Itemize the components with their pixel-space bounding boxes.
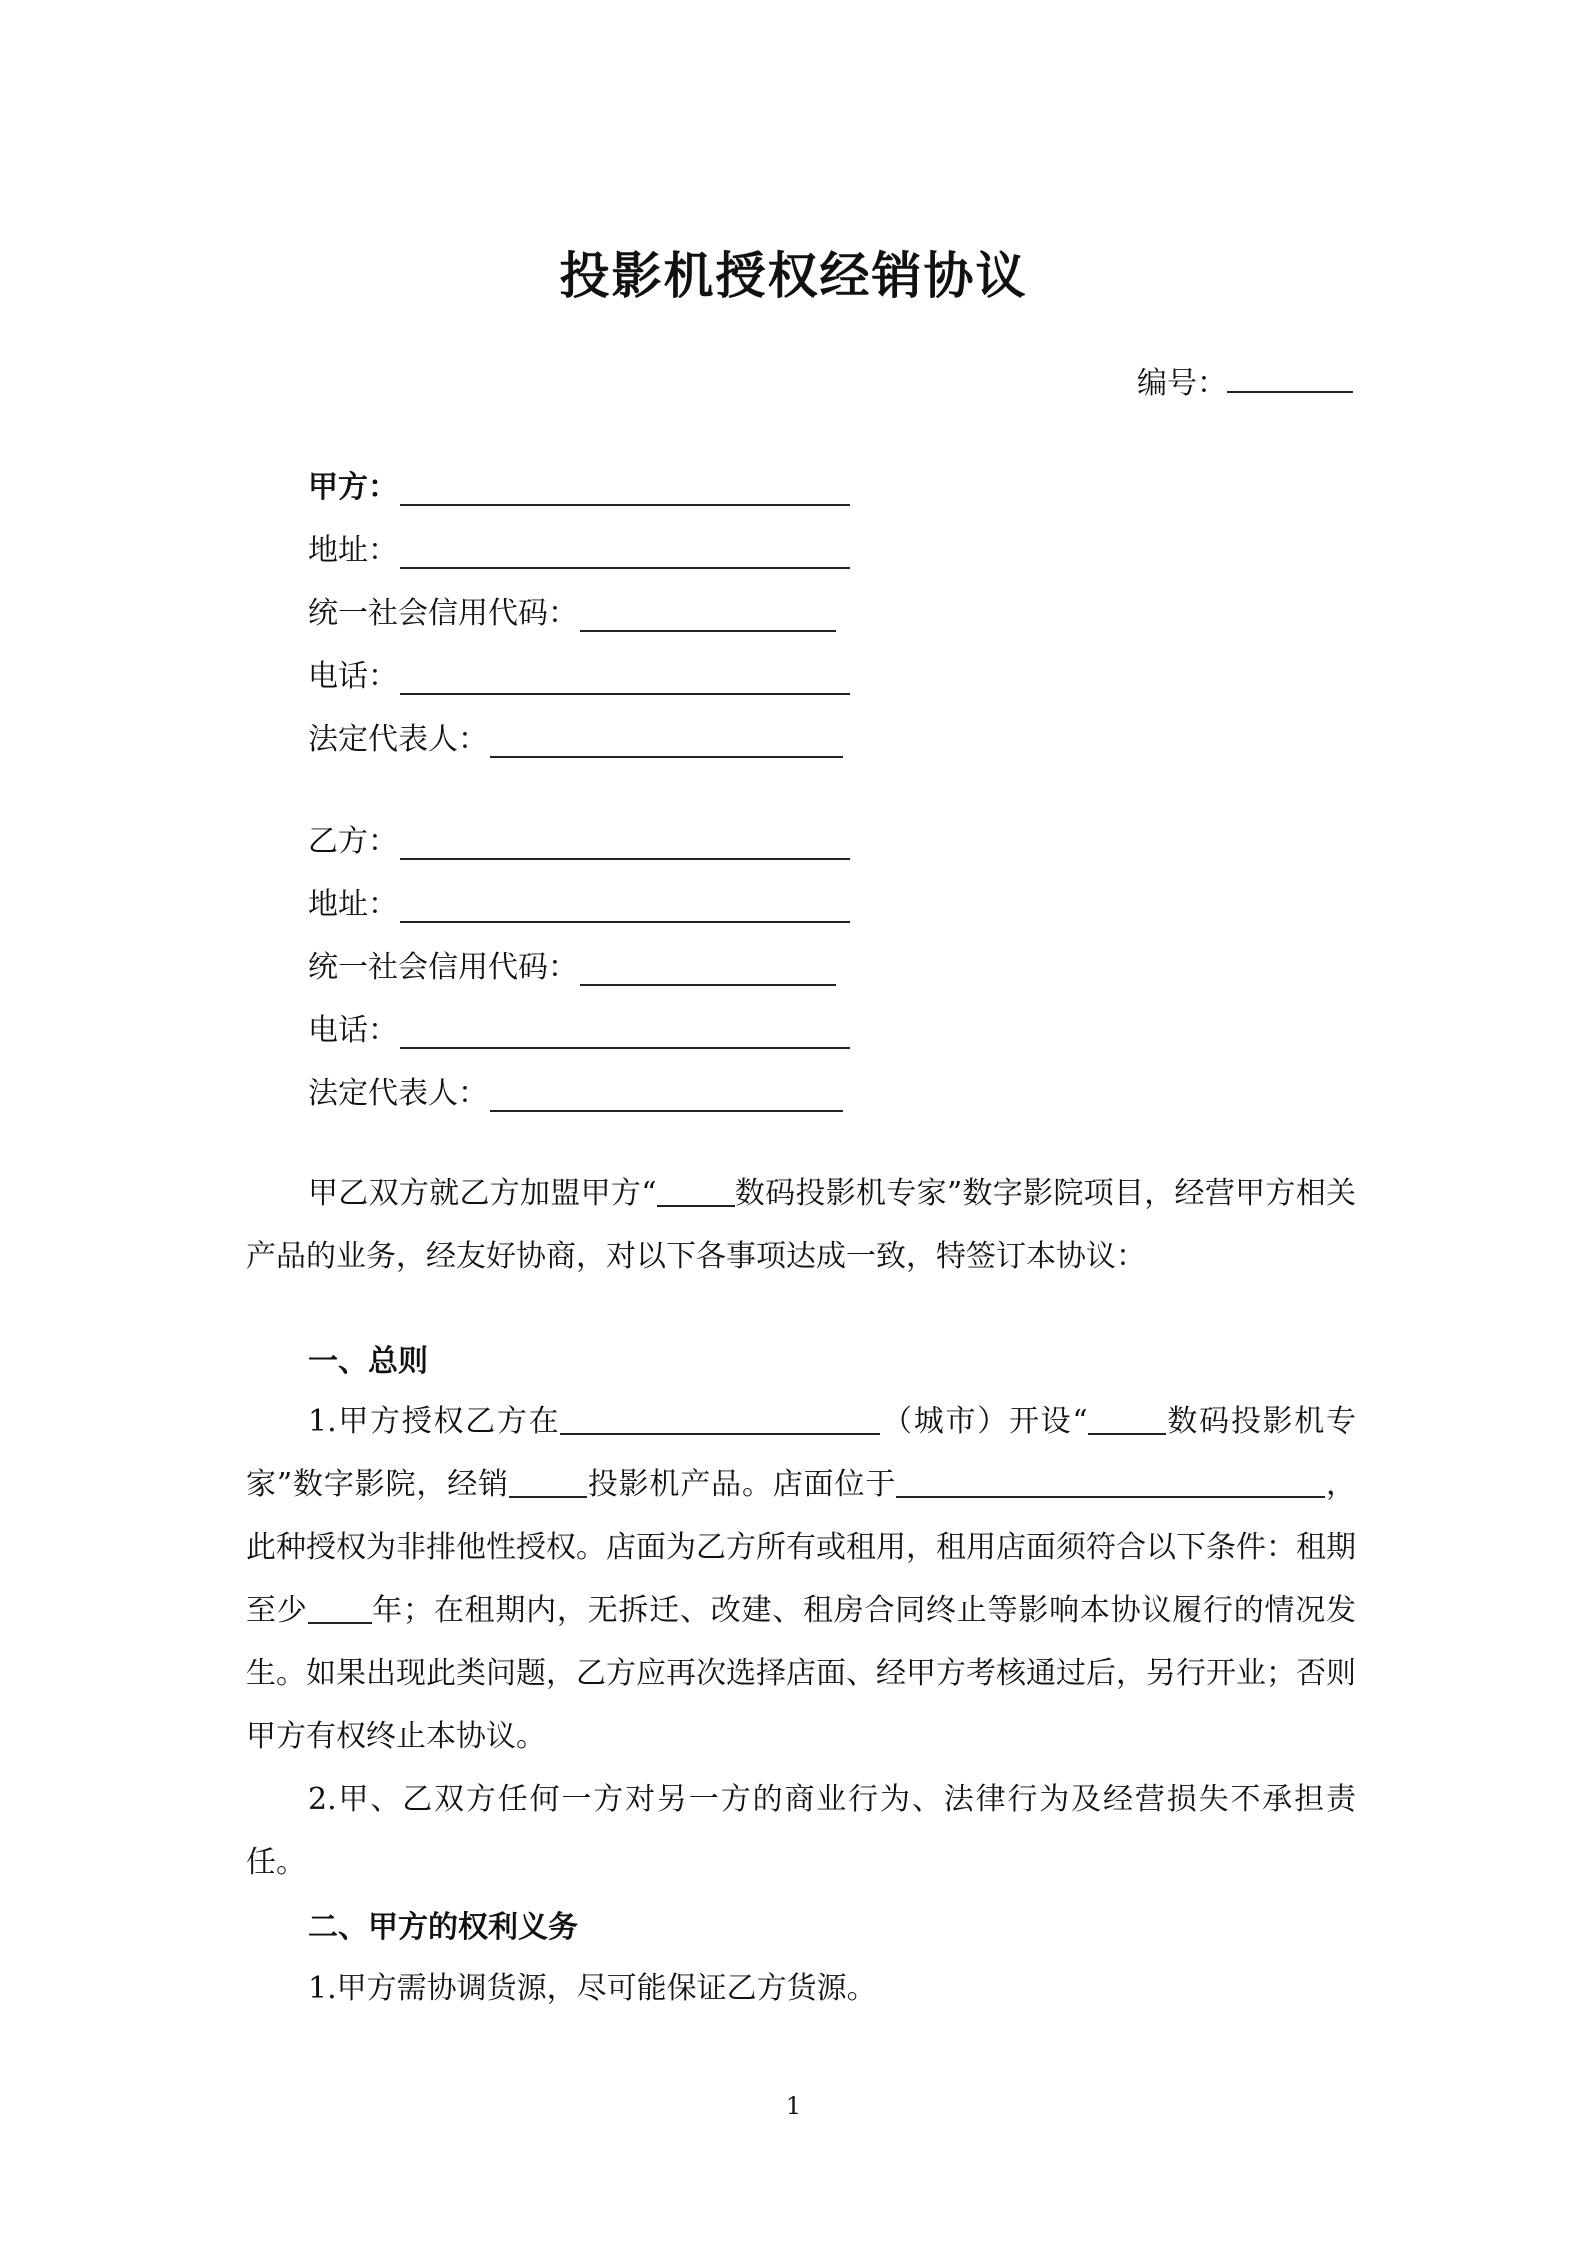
party-a-address-blank[interactable] (400, 537, 850, 569)
product-brand-blank[interactable] (509, 1466, 587, 1498)
section-1-item-1 (246, 1390, 1356, 1768)
s1-item1-text-2: （城市）开设“ (880, 1404, 1088, 1439)
party-b-name-field (308, 816, 850, 860)
contract-number-label: 编号： (1137, 366, 1227, 401)
party-b-name-label: 乙方： (308, 824, 398, 859)
intro-text-2: 数码投影机专家”数字影院项目，经营甲方相关产品的业务，经友好协商，对以下各事项达成一致，特签订本协议： (246, 1176, 1356, 1274)
s1-item1-text-3: 数码投影机专家”数字影院，经销 (246, 1404, 1357, 1502)
party-b-credit-code-field (308, 942, 836, 986)
section-2-item-1: 1.甲方需协调货源，尽可能保证乙方货源。 (308, 1971, 877, 2006)
document-title: 投影机授权经销协议 (559, 247, 1028, 305)
section-2-heading: 二、甲方的权利义务 (308, 1910, 578, 1945)
party-b-credit-code-blank[interactable] (580, 954, 836, 986)
party-b-legal-rep-blank[interactable] (490, 1080, 843, 1112)
section-1-item-2: 2.甲、乙双方任何一方对另一方的商业行为、法律行为及经营损失不承担责任。 (246, 1782, 1356, 1880)
lease-years-blank[interactable] (308, 1592, 372, 1624)
brand-blank[interactable] (1088, 1403, 1166, 1435)
party-a-phone-field (308, 651, 850, 695)
city-blank[interactable] (560, 1403, 880, 1435)
party-b-name-blank[interactable] (400, 828, 850, 860)
party-a-name-field (308, 462, 850, 506)
intro-brand-blank[interactable] (657, 1175, 735, 1207)
s1-item1-text-4: 投影机产品。店面位于 (586, 1467, 897, 1502)
party-a-phone-label: 电话： (308, 659, 398, 694)
party-b-phone-label: 电话： (308, 1013, 398, 1048)
party-b-legal-rep-field (308, 1068, 843, 1112)
section-1-heading: 一、总则 (308, 1344, 428, 1379)
party-a-name-label: 甲方： (308, 470, 398, 505)
party-b-legal-rep-label: 法定代表人： (308, 1076, 488, 1111)
s1-item1-text-5: ，此种授权为非排他性授权。店面为乙方所有或租用，租用店面须符合以下条件：租期至少 (246, 1467, 1356, 1628)
party-a-address-label: 地址： (308, 533, 398, 568)
party-b-phone-field (308, 1005, 850, 1049)
party-a-legal-rep-field (308, 714, 843, 758)
party-b-address-label: 地址： (308, 887, 398, 922)
party-a-address-field (308, 525, 850, 569)
s1-item1-text-1: 1.甲方授权乙方在 (308, 1404, 561, 1439)
party-a-legal-rep-blank[interactable] (490, 726, 843, 758)
intro-paragraph (246, 1162, 1356, 1288)
contract-number-blank[interactable] (1227, 361, 1353, 393)
party-a-legal-rep-label: 法定代表人： (308, 722, 488, 757)
party-b-credit-code-label: 统一社会信用代码： (308, 950, 578, 985)
party-b-address-field (308, 879, 850, 923)
party-b-phone-blank[interactable] (400, 1017, 850, 1049)
s1-item1-text-6: 年；在租期内，无拆迁、改建、租房合同终止等影响本协议履行的情况发生。如果出现此类问题，乙方应再次选择店面、经甲方考核通过后，另行开业；否则甲方有权终止本协议。 (246, 1593, 1357, 1754)
intro-text-1: 甲乙双方就乙方加盟甲方“ (308, 1176, 657, 1211)
party-a-credit-code-blank[interactable] (580, 600, 836, 632)
party-a-phone-blank[interactable] (400, 663, 850, 695)
party-b-address-blank[interactable] (400, 891, 850, 923)
contract-number (1137, 358, 1353, 402)
party-a-credit-code-field (308, 588, 836, 632)
party-a-name-blank[interactable] (400, 474, 850, 506)
page-number: 1 (785, 2092, 802, 2120)
party-a-credit-code-label: 统一社会信用代码： (308, 596, 578, 631)
store-location-blank[interactable] (896, 1466, 1301, 1498)
store-location-blank-cont[interactable] (1301, 1466, 1325, 1498)
